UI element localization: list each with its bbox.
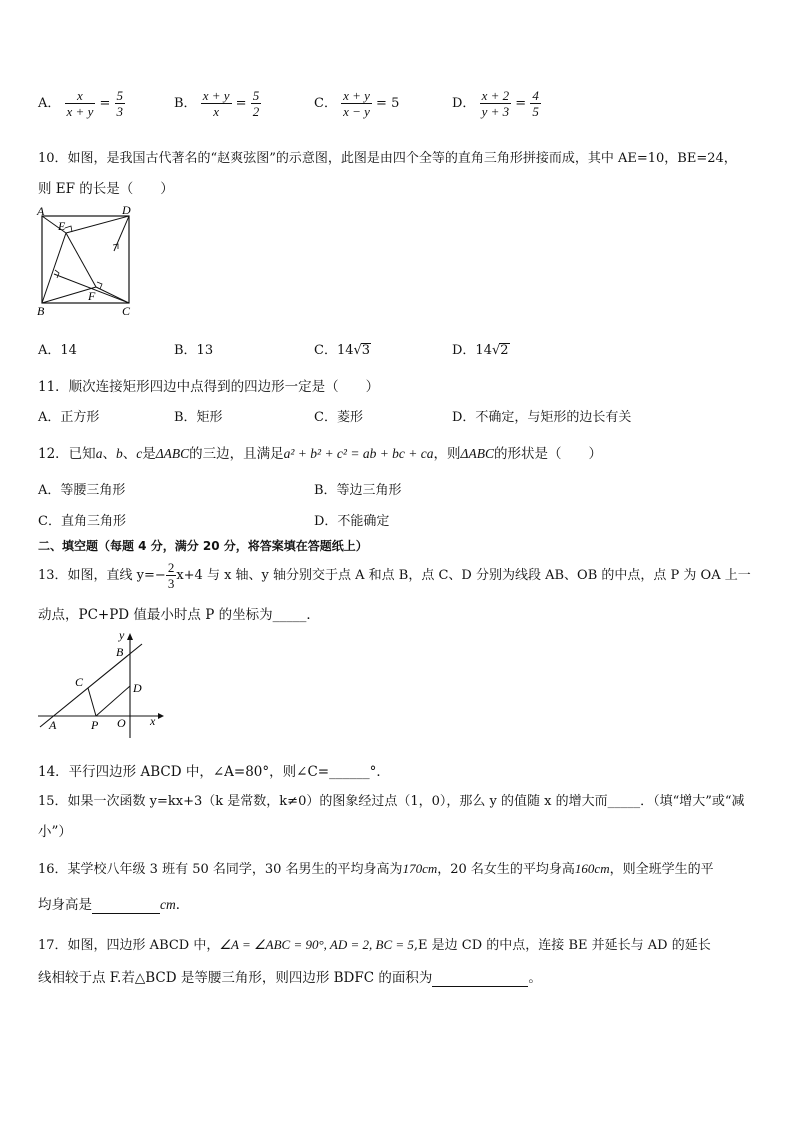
q12-option-c: C．直角三角形 — [38, 514, 126, 529]
fraction: $\frac{x + 2}{y + 3}$ — [481, 88, 510, 119]
answer-blank[interactable] — [92, 897, 160, 914]
label-C: C — [122, 304, 131, 318]
fraction: $\frac{x}{x + y}$ — [66, 88, 94, 119]
label-F: F — [88, 289, 96, 303]
q13-stem-line2: 动点，PC+PD 值最小时点 P 的坐标为_____． — [38, 607, 320, 623]
label-D: D — [133, 681, 142, 695]
q10-option-d: D．14√2 — [452, 343, 509, 358]
segment-ED — [66, 216, 129, 233]
label-A: A — [49, 718, 57, 732]
label-D: D — [122, 204, 131, 217]
x-axis-arrow-icon — [158, 713, 164, 719]
q17-stem-line1: 17．如图，四边形 ABCD 中，∠A = ∠ABC = 90°, AD = 2, BC = 5,E 是边 CD 的中点，连接 BE 并延长与 AD 的延长 — [38, 937, 711, 953]
q9-option-d: D． $\frac{x + 2}{y + 3}$ = $\frac{4}{5}$ — [452, 88, 539, 119]
sqrt-icon: √ — [491, 343, 501, 358]
label-x: x — [150, 714, 156, 728]
segment-EF — [66, 233, 96, 287]
label-y: y — [119, 628, 125, 642]
q15-stem-line2: 小”） — [38, 824, 72, 840]
q10-zhaoshuang-figure — [34, 204, 144, 320]
fraction: $\frac{2}{3}$ — [167, 560, 175, 591]
q12-option-b: B．等边三角形 — [314, 483, 402, 498]
q15-stem-line1: 15．如果一次函数 y=kx+3（k 是常数，k≠0）的图象经过点（1，0），那么 y 的值随 x 的增大而_____．（填“增大”或“减 — [38, 794, 745, 809]
q10-stem-line2: 则 EF 的长是（ ） — [38, 181, 174, 197]
label-A: A — [37, 204, 45, 218]
line-AB — [40, 644, 142, 727]
right-angle-mark — [55, 270, 59, 278]
answer-blank[interactable] — [432, 970, 528, 987]
q16-stem-line1: 16．某学校八年级 3 班有 50 名同学，30 名男生的平均身高为170cm，20 名女生的平均身高160cm，则全班学生的平 — [38, 861, 714, 877]
label-E: E — [58, 219, 66, 233]
q11-option-a: A．正方形 — [38, 410, 100, 425]
q11-stem: 11．顺次连接矩形四边中点得到的四边形一定是（ ） — [38, 379, 380, 395]
fraction: $\frac{5}{3}$ — [116, 88, 124, 119]
segment-BE — [42, 233, 66, 303]
q17-stem-line2: 线相较于点 F.若△BCD 是等腰三角形，则四边形 BDFC 的面积为 。 — [38, 970, 542, 986]
q9-option-b: B． $\frac{x + y}{x}$ = $\frac{5}{2}$ — [174, 88, 260, 119]
q13-stem-line1: 13．如图，直线 y=− $\frac{2}{3}$ x+4 与 x 轴、y 轴分别交于点 A 和点 B，点 C、D 分别为线段 AB、OB 的中点，点 P 为 OA 上一 — [38, 560, 751, 591]
fraction: $\frac{x + y}{x}$ — [202, 88, 230, 119]
fraction: $\frac{4}{5}$ — [532, 88, 539, 119]
fraction: $\frac{x + y}{x - y}$ — [343, 88, 370, 119]
y-axis-arrow-icon — [127, 633, 133, 640]
sqrt-icon: √ — [353, 343, 362, 358]
label-P: P — [91, 718, 99, 732]
q11-option-c: C．菱形 — [314, 410, 363, 425]
q10-option-b: B．13 — [174, 343, 214, 358]
segment-PD — [96, 686, 130, 716]
fraction: $\frac{5}{2}$ — [252, 88, 260, 119]
q12-stem: 12．已知a、b、c是ΔABC的三边，且满足a² + b² + c² = ab + bc + ca，则ΔABC的形状是（ ） — [38, 446, 602, 462]
label-C: C — [75, 675, 84, 689]
q11-option-d: D．不确定，与矩形的边长有关 — [452, 410, 632, 425]
label-B: B — [116, 645, 124, 659]
right-angle-mark — [65, 226, 72, 232]
q16-stem-line2: 均身高是 cm． — [38, 897, 190, 913]
label-B: B — [37, 304, 45, 318]
q12-option-a: A．等腰三角形 — [38, 483, 126, 498]
segment-D-inner — [114, 216, 129, 251]
segment-PC — [88, 688, 96, 716]
q12-option-d: D．不能确定 — [314, 514, 390, 529]
q10-stem-line1: 10．如图，是我国古代著名的“赵爽弦图”的示意图，此图是由四个全等的直角三角形拼接而成，其中 AE=10，BE=24， — [38, 151, 737, 166]
q14-stem: 14．平行四边形 ABCD 中，∠A=80°，则∠C=______°． — [38, 764, 390, 780]
q9-option-c: C． $\frac{x + y}{x - y}$ = 5 — [314, 88, 400, 119]
q11-option-b: B．矩形 — [174, 410, 223, 425]
q9-option-a: A． $\frac{x}{x + y}$ = $\frac{5}{3}$ — [38, 88, 124, 119]
section-heading: 二、填空题（每题 4 分，满分 20 分，将答案填在答题纸上） — [38, 539, 368, 553]
q10-option-c: C．14√3 — [314, 343, 371, 358]
q10-option-a: A．14 — [38, 343, 77, 358]
q13-coordinate-figure — [34, 628, 174, 740]
label-O: O — [117, 716, 126, 730]
